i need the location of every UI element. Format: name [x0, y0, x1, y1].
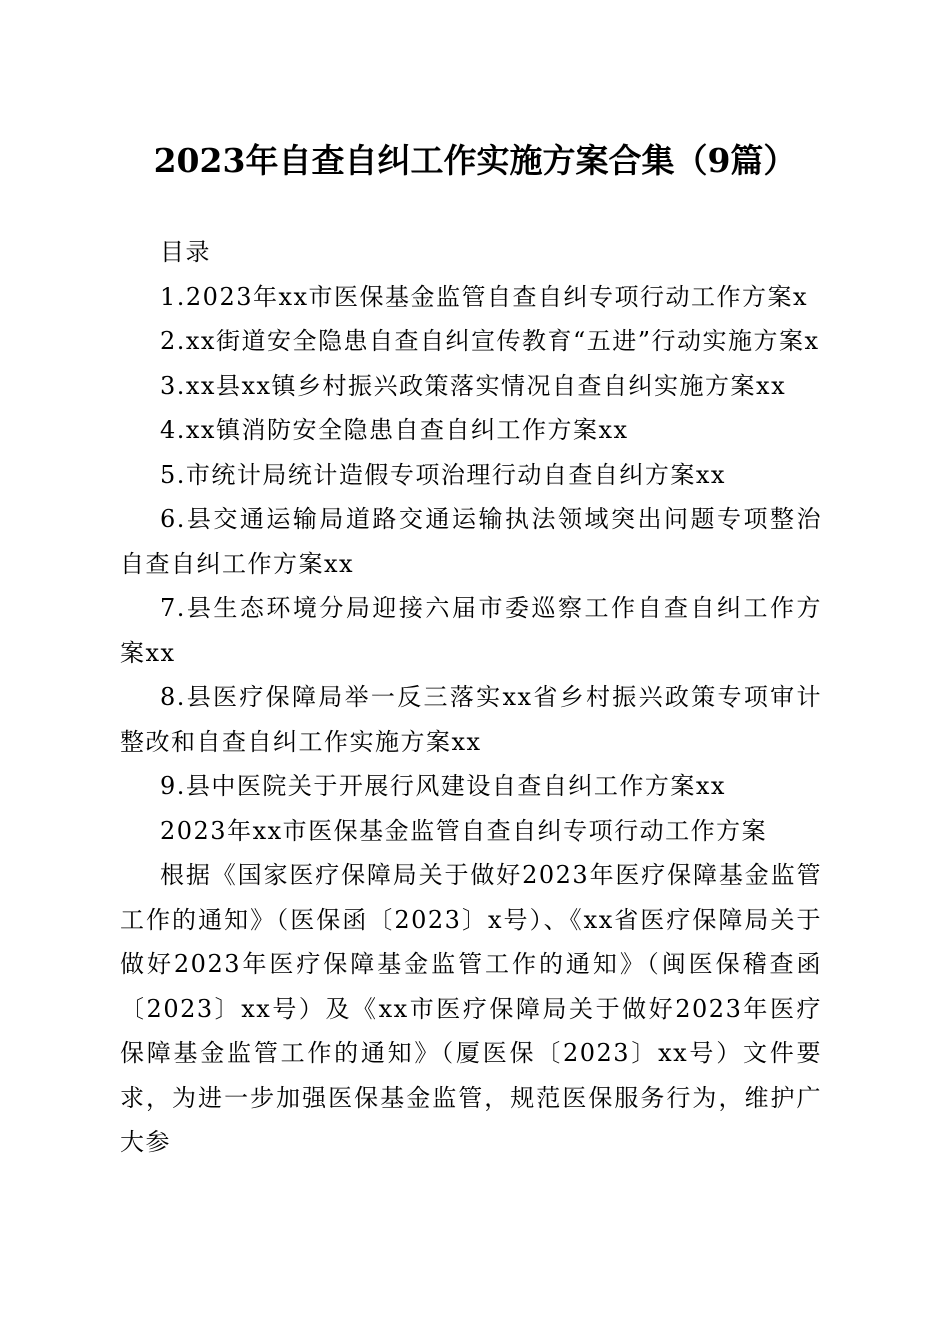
toc-item-1: 1.2023年xx市医保基金监管自查自纠专项行动工作方案x [160, 282, 809, 311]
toc-item-8: 8.县医疗保障局举一反三落实xx省乡村振兴政策专项审计整改和自查自纠工作实施方案xx [120, 683, 822, 756]
toc-item-2: 2.xx街道安全隐患自查自纠宣传教育“五进”行动实施方案x [160, 327, 820, 355]
toc-item-4: 4.xx镇消防安全隐患自查自纠工作方案xx [160, 416, 629, 444]
toc-item-3: 3.xx县xx镇乡村振兴政策落实情况自查自纠实施方案xx [160, 371, 787, 400]
intro-paragraph: 根据《国家医疗保障局关于做好2023年医疗保障基金监管工作的通知》（医保函〔2023〕x号）、《xx省医疗保障局关于做好2023年医疗保障基金监管工作的通知》（闽医保稽查函〔2023〕xx号）及《xx市医疗保障局关于做好2023年医疗保障基金监管工作的通知》（厦医保〔2023〕xx号）文件要求，为进一步加强医保基金监管，规范医保服务行为，维护广大参 [120, 861, 822, 1156]
document-body [120, 230, 822, 1165]
document-title: 2023年自查自纠工作实施方案合集（9篇） [153, 141, 797, 180]
toc-item-6: 6.县交通运输局道路交通运输执法领域突出问题专项整治自查自纠工作方案xx [120, 505, 822, 578]
toc-item-5: 5.市统计局统计造假专项治理行动自查自纠方案xx [160, 460, 726, 489]
toc-item-9: 9.县中医院关于开展行风建设自查自纠工作方案xx [160, 772, 726, 800]
section-title: 2023年xx市医保基金监管自查自纠专项行动工作方案 [160, 816, 768, 845]
toc-heading: 目录 [160, 238, 211, 266]
toc-item-7: 7.县生态环境分局迎接六届市委巡察工作自查自纠工作方案xx [120, 594, 822, 667]
